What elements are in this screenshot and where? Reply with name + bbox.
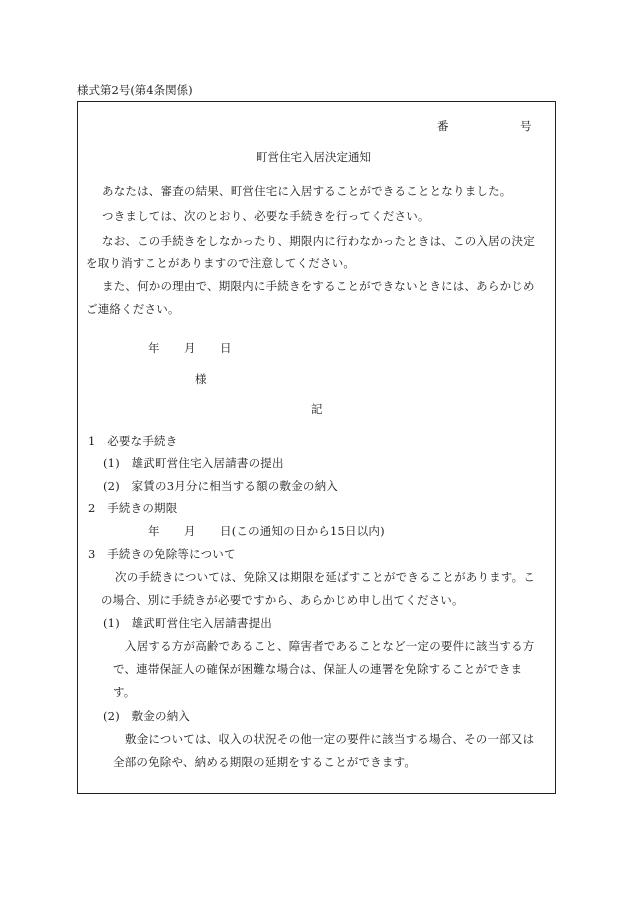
section3-sub2-body-2: 全部の免除や、納める期限の延期をすることができます。 xyxy=(113,755,417,769)
date-year: 年 xyxy=(148,341,160,355)
section2-month: 月 xyxy=(184,524,196,538)
section3-body-2: の場合、別に手続きが必要ですから、あらかじめ申し出てください。 xyxy=(101,593,464,607)
intro-line-3: なお、この手続きをしなかったり、期限内に行わなかったときは、この入居の決定 xyxy=(102,234,535,248)
intro-line-2: つきましては、次のとおり、必要な手続きを行ってください。 xyxy=(102,209,430,223)
number-ban-label: 番 xyxy=(437,119,449,133)
section3-sub2-body-1: 敷金については、収入の状況その他一定の要件に該当する場合、その一部又は xyxy=(125,732,535,746)
intro-line-4: を取り消すことがありますので注意してください。 xyxy=(86,256,356,270)
section3-body-1: 次の手続きについては、免除又は期限を延ばすことができることがあります。こ xyxy=(115,570,536,584)
section2-day: 日(この通知の日から15日以内) xyxy=(220,524,385,538)
section3-sub1-body-3: す。 xyxy=(113,685,136,699)
section2-heading: 2 手続きの期限 xyxy=(88,501,178,515)
intro-line-1: あなたは、審査の結果、町営住宅に入居することができることとなりました。 xyxy=(102,184,512,198)
section3-sub1-body-1: 入居する方が高齢であること、障害者であることなど一定の要件に該当する方 xyxy=(125,639,535,653)
date-day: 日 xyxy=(220,341,232,355)
section1-item-2: (2) 家賃の3月分に相当する額の敷金の納入 xyxy=(103,479,339,493)
intro-line-6: ご連絡ください。 xyxy=(86,302,180,316)
section3-heading: 3 手続きの免除等について xyxy=(88,547,236,561)
intro-line-5: また、何かの理由で、期限内に手続きをすることができないときには、あらかじめ xyxy=(102,279,535,293)
ki-label: 記 xyxy=(311,402,323,416)
form-label: 様式第2号(第4条関係) xyxy=(77,83,193,97)
section3-sub1-heading: (1) 雄武町営住宅入居請書提出 xyxy=(103,616,272,630)
number-go-label: 号 xyxy=(520,119,532,133)
section2-year: 年 xyxy=(148,524,160,538)
section1-item-1: (1) 雄武町営住宅入居請書の提出 xyxy=(103,456,284,470)
recipient-suffix: 様 xyxy=(195,372,207,386)
section1-heading: 1 必要な手続き xyxy=(88,434,178,448)
date-month: 月 xyxy=(184,341,196,355)
document-title: 町営住宅入居決定通知 xyxy=(256,150,371,164)
section3-sub1-body-2: で、連帯保証人の確保が困難な場合は、保証人の連署を免除することができま xyxy=(113,662,523,676)
section3-sub2-heading: (2) 敷金の納入 xyxy=(103,709,191,723)
